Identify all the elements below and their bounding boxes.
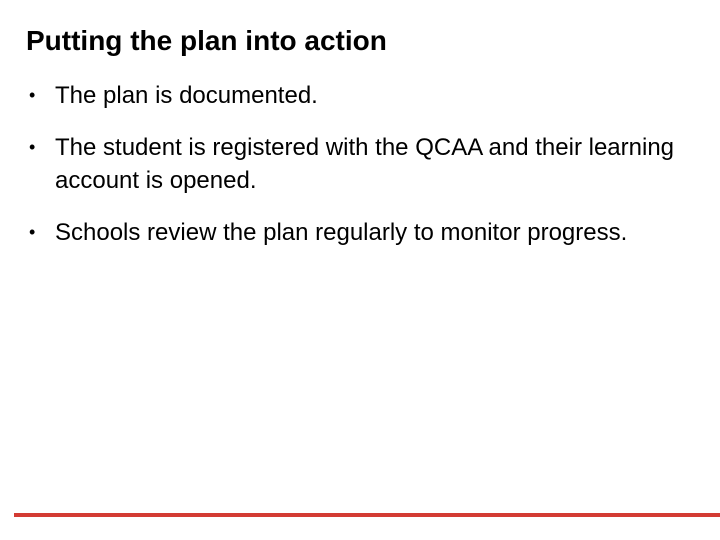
bullet-marker: • bbox=[29, 222, 36, 242]
bullet-text: Schools review the plan regularly to monitor progress. bbox=[55, 219, 628, 246]
bullet-item bbox=[26, 79, 686, 112]
bullet-text: The plan is documented. bbox=[55, 82, 318, 109]
bullet-item bbox=[26, 131, 686, 197]
bullet-marker: • bbox=[29, 137, 36, 157]
footer-accent-line bbox=[14, 513, 720, 517]
bullet-list bbox=[26, 79, 686, 268]
bullet-text: The student is registered with the QCAA and their learning account is opened. bbox=[55, 134, 675, 194]
slide-title: Putting the plan into action bbox=[26, 25, 387, 56]
bullet-item bbox=[26, 216, 686, 249]
bullet-marker: • bbox=[29, 85, 36, 105]
